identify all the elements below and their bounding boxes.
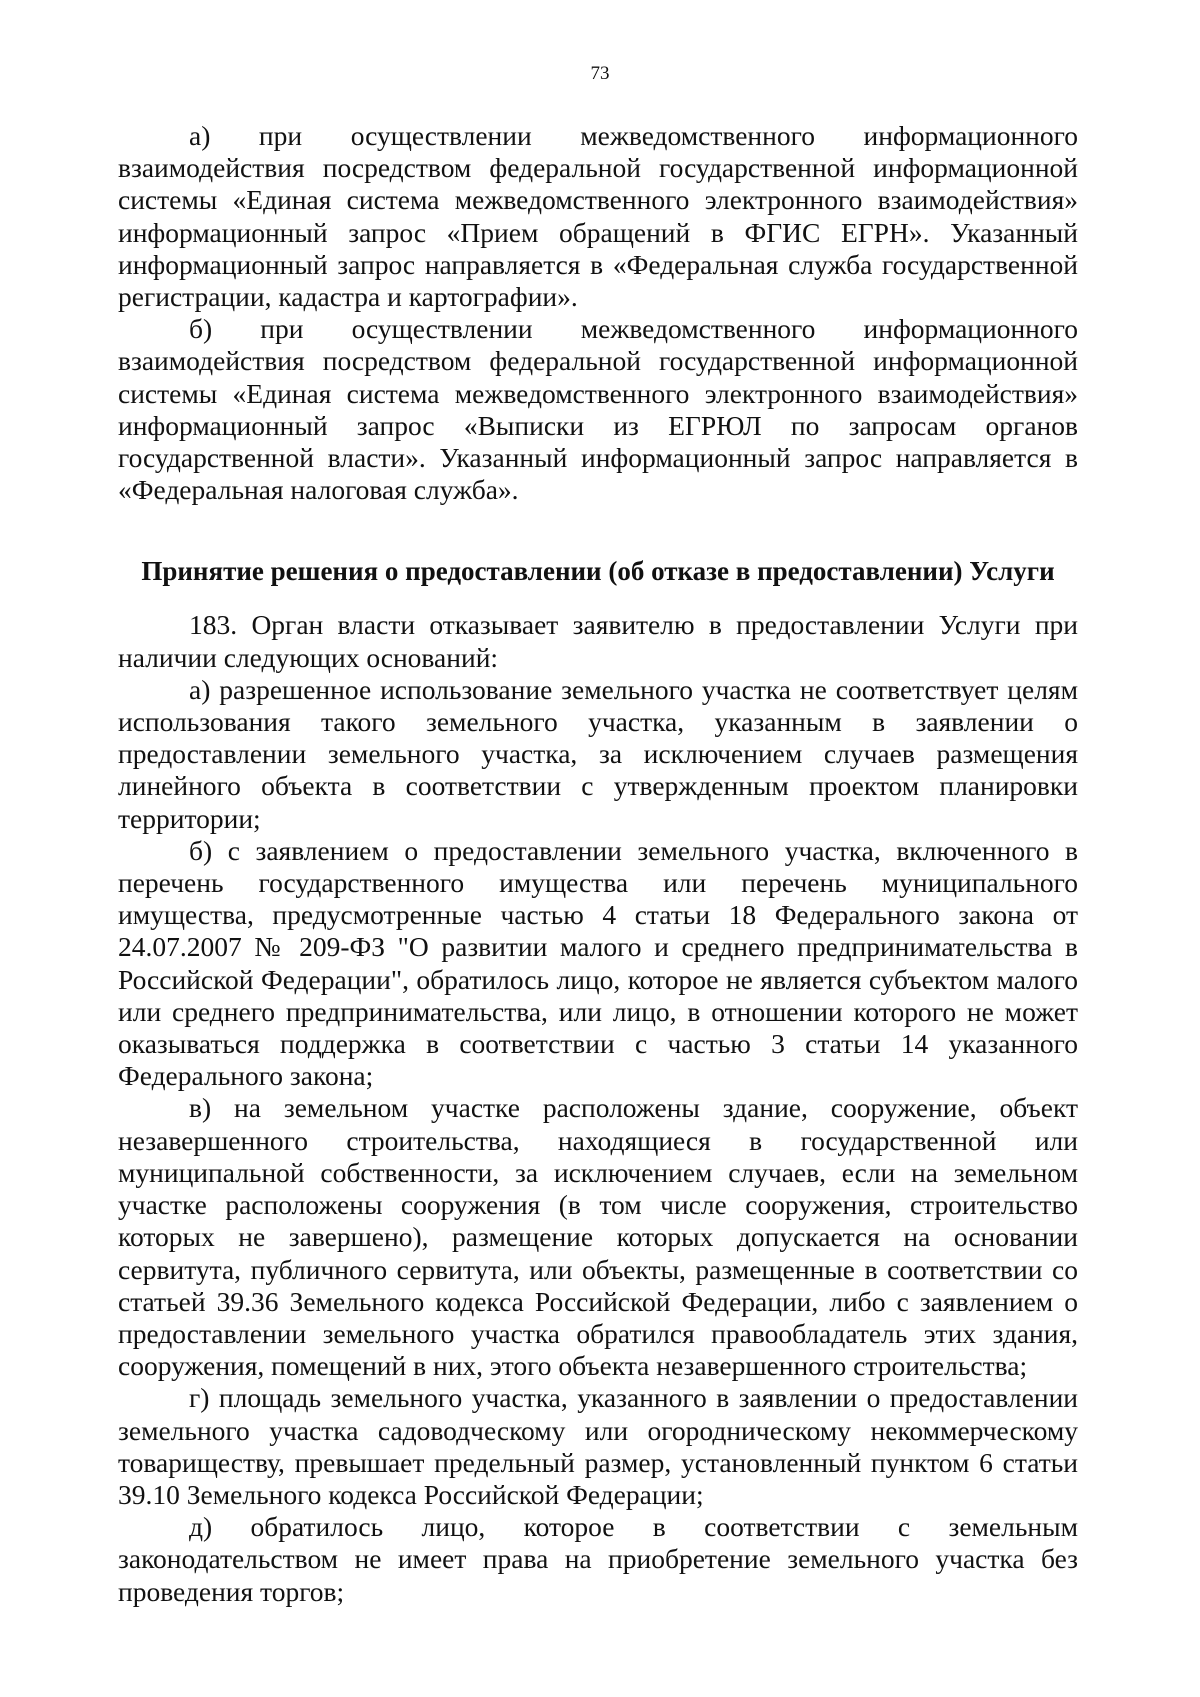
paragraph-item-a-top: а) при осуществлении межведомственного информационного взаимодействия посредством федеральной государственной информационной системы «Единая система межведомственного электронного взаимодействия» информационный запрос «Прием обращений в ФГИС ЕГРН». Указанный информационный запрос направляется в «Федеральная служба государственной регистрации, кадастра и картографии». <box>118 120 1078 313</box>
paragraph-item-d: д) обратилось лицо, которое в соответствии с земельным законодательством не имеет права на приобретение земельного участка без проведения торгов; <box>118 1511 1078 1607</box>
section-heading: Принятие решения о предоставлении (об отказе в предоставлении) Услуги <box>141 556 1055 587</box>
paragraph-item-b-top: б) при осуществлении межведомственного информационного взаимодействия посредством федеральной государственной информационной системы «Единая система межведомственного электронного взаимодействия» информационный запрос «Выписки из ЕГРЮЛ по запросам органов государственной власти». Указанный информационный запрос направляется в «Федеральная налоговая служба». <box>118 313 1078 506</box>
paragraph-183: 183. Орган власти отказывает заявителю в предоставлении Услуги при наличии следующих оснований: <box>118 609 1078 673</box>
paragraph-item-b: б) с заявлением о предоставлении земельного участка, включенного в перечень государственного имущества или перечень муниципального имущества, предусмотренные частью 4 статьи 18 Федерального закона от 24.07.2007 № 209-ФЗ "О развитии малого и среднего предпринимательства в Российской Федерации", обратилось лицо, которое не является субъектом малого или среднего предпринимательства, или лицо, в отношении которого не может оказываться поддержка в соответствии с частью 3 статьи 14 указанного Федерального закона; <box>118 834 1078 1092</box>
document-body <box>118 120 1078 1608</box>
paragraph-item-g: г) площадь земельного участка, указанного в заявлении о предоставлении земельного участка садоводческому или огородническому некоммерческому товариществу, превышает предельный размер, установленный пунктом 6 статьи 39.10 Земельного кодекса Российской Федерации; <box>118 1382 1078 1510</box>
paragraph-item-a: а) разрешенное использование земельного участка не соответствует целям использования такого земельного участка, указанным в заявлении о предоставлении земельного участка, за исключением случаев размещения линейного объекта в соответствии с утвержденным проектом планировки территории; <box>118 673 1078 834</box>
paragraph-item-v: в) на земельном участке расположены здание, сооружение, объект незавершенного строительства, находящиеся в государственной или муниципальной собственности, за исключением случаев, если на земельном участке расположены сооружения (в том числе сооружения, строительство которых не завершено), размещение которых допускается на основании сервитута, публичного сервитута, или объекты, размещенные в соответствии со статьей 39.36 Земельного кодекса Российской Федерации, либо с заявлением о предоставлении земельного участка обратился правообладатель этих здания, сооружения, помещений в них, этого объекта незавершенного строительства; <box>118 1092 1078 1382</box>
page-number: 73 <box>590 63 610 84</box>
